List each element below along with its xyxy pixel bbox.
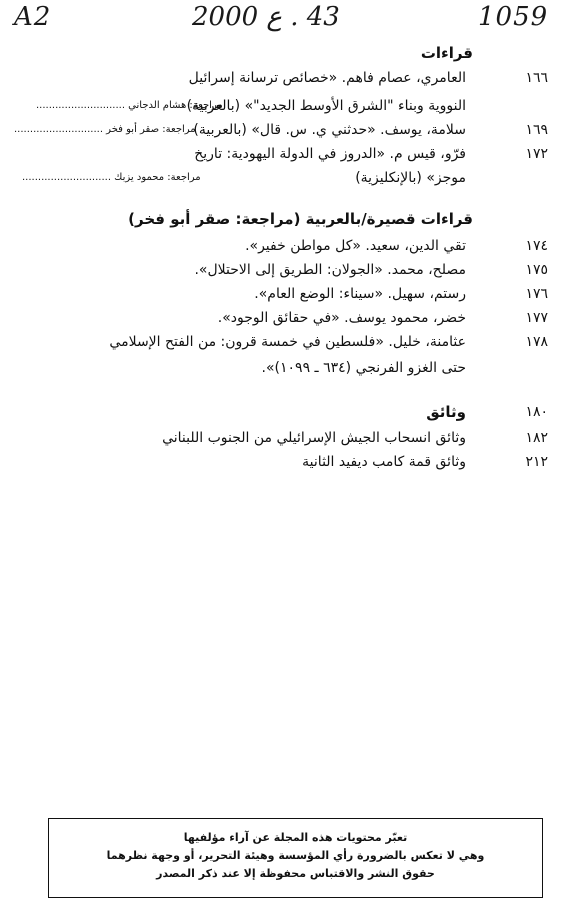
review-citation: فرّو، قيس م. «الدروز في الدولة اليهودية: تاريخ xyxy=(194,146,466,162)
short-review-entry xyxy=(14,234,548,258)
document-entry xyxy=(14,450,548,474)
page-number: ١٧٢ xyxy=(525,146,548,162)
page-number: ١٨٢ xyxy=(525,430,548,446)
reviewer-credit: مراجعة: محمود يزبك ............................ xyxy=(22,172,201,183)
page-number: ١٨٠ xyxy=(525,404,548,420)
document-entry xyxy=(14,426,548,450)
page-number: ١٦٩ xyxy=(525,122,548,138)
review-citation: سلامة، يوسف. «حدثني ي. س. قال» (بالعربية) xyxy=(193,122,466,138)
short-review-citation-continued: حتى الغزو الفرنجي (٦٣٤ ـ ١٠٩٩)». xyxy=(261,360,466,376)
handwritten-page-number: 1059 xyxy=(478,2,549,32)
short-review-entry xyxy=(14,258,548,282)
page-number: ١٧٥ xyxy=(525,262,548,278)
disclaimer-line: وهي لا تعكس بالضرورة رأي المؤسسة وهيئة التحرير، أو وجهة نظرهما xyxy=(106,849,485,862)
page-number: ٢١٢ xyxy=(525,454,548,470)
short-review-citation: مصلح، محمد. «الجولان: الطريق إلى الاحتلال». xyxy=(194,262,466,278)
section-title-short-reviews: قراءات قصيرة/بالعربية (مراجعة: صقر أبو فخر) xyxy=(128,210,473,228)
short-review-citation: خضر، محمود يوسف. «في حقائق الوجود». xyxy=(217,310,466,326)
disclaimer-box xyxy=(48,818,543,898)
page-number: ١٧٦ xyxy=(525,286,548,302)
review-citation-continued: النووية وبناء "الشرق الأوسط الجديد"» (بالعربية) xyxy=(186,98,466,114)
reviewer-credit: مراجعة: صقر أبو فخر ............................ xyxy=(14,124,196,135)
disclaimer-line: تعبّر محتويات هذه المجلة عن آراء مؤلفيها xyxy=(183,831,408,844)
document-title: وثائق انسحاب الجيش الإسرائيلي من الجنوب اللبناني xyxy=(162,430,466,446)
short-review-entry xyxy=(14,306,548,330)
page-number: ١٦٦ xyxy=(525,70,548,86)
handwritten-code: A2 xyxy=(14,2,52,32)
document-title: وثائق قمة كامب ديفيد الثانية xyxy=(302,454,466,470)
review-entry xyxy=(14,66,548,90)
section-title-documents: وثائق xyxy=(426,403,466,421)
short-review-entry xyxy=(14,282,548,306)
review-citation-continued: موجز» (بالإنكليزية) xyxy=(355,170,466,186)
review-entry-continued xyxy=(14,94,548,118)
page-number: ١٧٧ xyxy=(525,310,548,326)
documents-section-header xyxy=(14,400,548,424)
short-review-entry-continued xyxy=(14,356,548,380)
handwritten-issue: 43 . ع 2000 xyxy=(192,2,340,32)
short-review-entry xyxy=(14,330,548,354)
reviewer-credit: مراجعة: هشام الدجاني ............................ xyxy=(36,100,223,111)
short-review-citation: رستم، سهيل. «سيناء: الوضع العام». xyxy=(254,286,466,302)
section-title-reviews: قراءات xyxy=(420,44,473,62)
short-review-citation: عثامنة، خليل. «فلسطين في خمسة قرون: من الفتح الإسلامي xyxy=(109,334,466,350)
review-citation: العامري، عصام فاهم. «خصائص ترسانة إسرائيل xyxy=(188,70,466,86)
disclaimer-line: حقوق النشر والاقتباس محفوظة إلا عند ذكر المصدر xyxy=(156,867,435,880)
page-number: ١٧٤ xyxy=(525,238,548,254)
review-entry-continued xyxy=(14,166,548,190)
page-number: ١٧٨ xyxy=(525,334,548,350)
review-entry xyxy=(14,142,548,166)
review-entry xyxy=(14,118,548,142)
short-review-citation: تقي الدين، سعيد. «كل مواطن خفير». xyxy=(245,238,466,254)
